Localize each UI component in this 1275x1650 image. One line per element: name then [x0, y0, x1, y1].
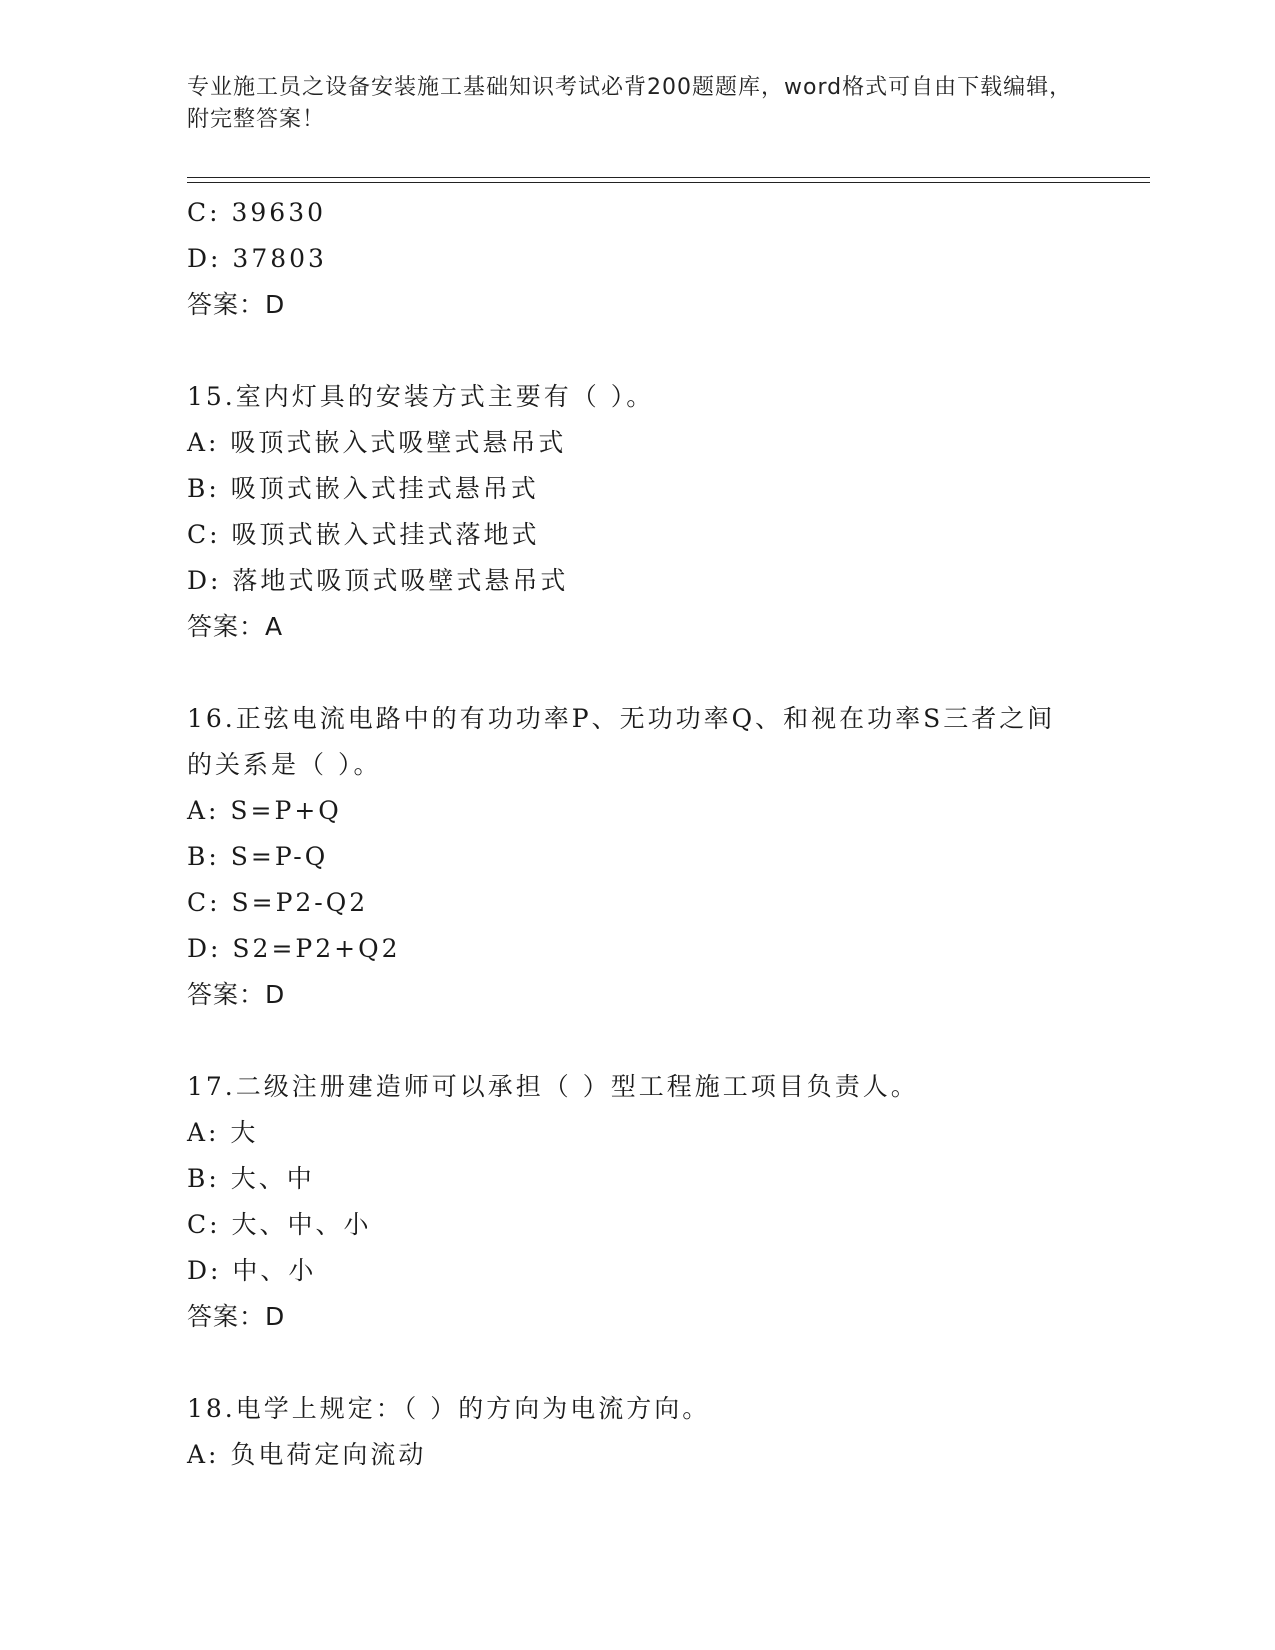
option-d: D: 落地式吸顶式吸壁式悬吊式 — [187, 566, 569, 595]
answer: 答案：D — [187, 1302, 286, 1331]
option-b: B: 大、中 — [187, 1164, 315, 1193]
answer: 答案：D — [187, 290, 286, 319]
option-a: A: 负电荷定向流动 — [187, 1440, 427, 1469]
header-rule-bottom — [187, 182, 1150, 183]
option-c: C: 吸顶式嵌入式挂式落地式 — [187, 520, 540, 549]
header-rule-top — [187, 177, 1150, 178]
question-content — [187, 190, 1147, 1478]
option-c: C: 大、中、小 — [187, 1210, 372, 1239]
option-a: A: 吸顶式嵌入式吸壁式悬吊式 — [187, 428, 567, 457]
option-d: D: 37803 — [187, 244, 327, 273]
option-d: D: S2=P2+Q2 — [187, 934, 401, 963]
option-c: C: S=P2-Q2 — [187, 888, 369, 917]
option-c: C: 39630 — [187, 198, 327, 227]
option-b: B: 吸顶式嵌入式挂式悬吊式 — [187, 474, 539, 503]
option-a: A: S=P+Q — [187, 796, 342, 825]
document-header — [187, 72, 1087, 136]
question-18: 18.电学上规定：（ ）的方向为电流方向。 — [187, 1394, 711, 1423]
option-b: B: S=P-Q — [187, 842, 329, 871]
header-title: 专业施工员之设备安装施工基础知识考试必背200题题库，word格式可自由下载编辑，附完整答案！ — [187, 75, 1073, 132]
option-a: A: 大 — [187, 1118, 259, 1147]
question-16: 16.正弦电流电路中的有功功率P、无功功率Q、和视在功率S三者之间的关系是（ ）。 — [187, 704, 1056, 779]
answer: 答案：D — [187, 980, 286, 1009]
question-15: 15.室内灯具的安装方式主要有（ ）。 — [187, 382, 655, 411]
option-d: D: 中、小 — [187, 1256, 317, 1285]
question-17: 17.二级注册建造师可以承担（ ）型工程施工项目负责人。 — [187, 1072, 919, 1101]
answer: 答案：A — [187, 612, 284, 641]
